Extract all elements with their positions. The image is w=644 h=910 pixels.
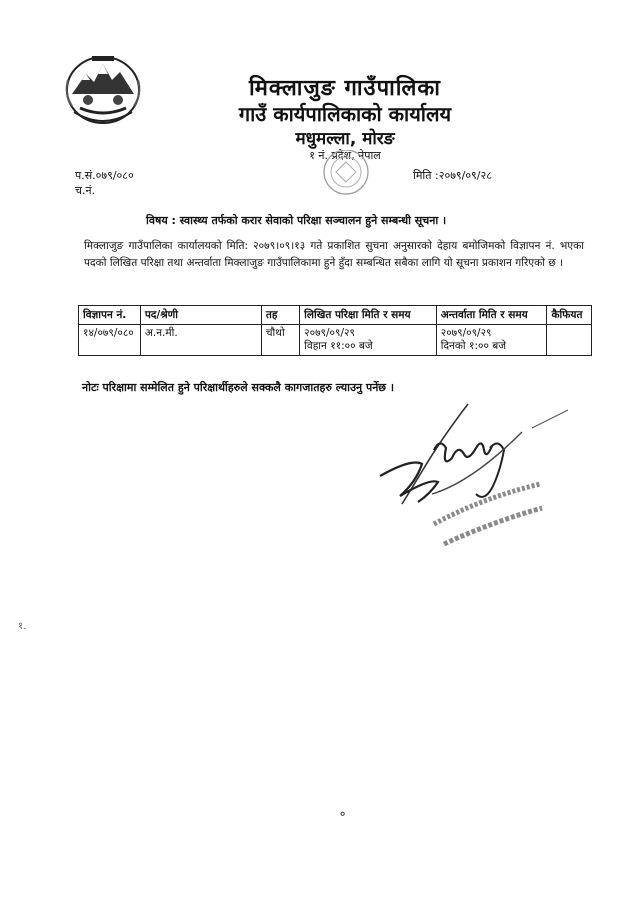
cell-ad-no: १४/०७९/०८० xyxy=(79,325,141,356)
page-mark: ० xyxy=(340,809,346,820)
notice-subject: विषय : स्वास्थ्य तर्फको करार सेवाको परिक्षा सञ्चालन हुने सम्बन्धी सूचना । xyxy=(146,214,447,227)
exam-schedule-table xyxy=(78,305,592,356)
cell-written-exam xyxy=(300,325,437,356)
written-exam-time: विहान ११:०० बजे xyxy=(304,340,373,352)
office-name: गाउँ कार्यपालिकाको कार्यालय xyxy=(238,102,452,126)
reference-number: प.सं.०७९/०८० xyxy=(75,169,134,182)
notice-date: मिति :२०७९/०९/२८ xyxy=(413,169,492,182)
cell-interview xyxy=(436,325,547,356)
table-row xyxy=(79,325,592,356)
office-location: मधुमल्ला, मोरङ xyxy=(295,129,395,149)
office-stamp-icon xyxy=(298,150,394,206)
dispatch-number: च.नं. xyxy=(75,184,96,197)
col-ad-no: विज्ञापन नं. xyxy=(79,306,141,325)
col-level: तह xyxy=(261,306,299,325)
col-written-exam: लिखित परिक्षा मिति र समय xyxy=(300,306,437,325)
written-exam-date: २०७९/०९/२९ xyxy=(304,327,355,339)
cell-level: चौथो xyxy=(261,325,299,356)
org-name: मिक्लाजुङ गाउँपालिका xyxy=(249,76,441,101)
notice-note: नोटः परिक्षामा सम्मेलित हुने परिक्षार्थीहरुले सक्कलै कागजातहरु ल्याउनु पर्नेछ । xyxy=(82,381,395,394)
col-post: पद/श्रेणी xyxy=(140,306,261,325)
col-interview: अन्तर्वाता मिति र समय xyxy=(436,306,547,325)
col-remarks: कैफियत xyxy=(547,306,592,325)
interview-time: दिनको १:०० बजे xyxy=(440,340,507,352)
interview-date: २०७९/०९/२९ xyxy=(440,327,492,339)
cell-remarks xyxy=(547,325,592,356)
margin-mark: १. xyxy=(18,621,27,632)
cell-post: अ.न.मी. xyxy=(140,325,261,356)
table-header-row xyxy=(79,306,592,325)
province-line: १ नं. प्रदेश, नेपाल xyxy=(309,149,381,162)
nepal-emblem-icon xyxy=(62,50,144,126)
notice-body: मिक्लाजुङ गाउँपालिका कार्यालयको मिति: २०७९।०९।१३ गते प्रकाशित सुचना अनुसारको देहाय बमोजिमको विज्ञापन नं. भएका पदको लिखित परिक्षा तथा अन्तर्वाता मिक्लाजुङ गाउँपालिकामा हुने हुँदा सम्बन्धित सबैका लागि यो सूचना प्रकाशन गरिएको छ । xyxy=(84,240,584,269)
signature-icon xyxy=(372,398,572,560)
